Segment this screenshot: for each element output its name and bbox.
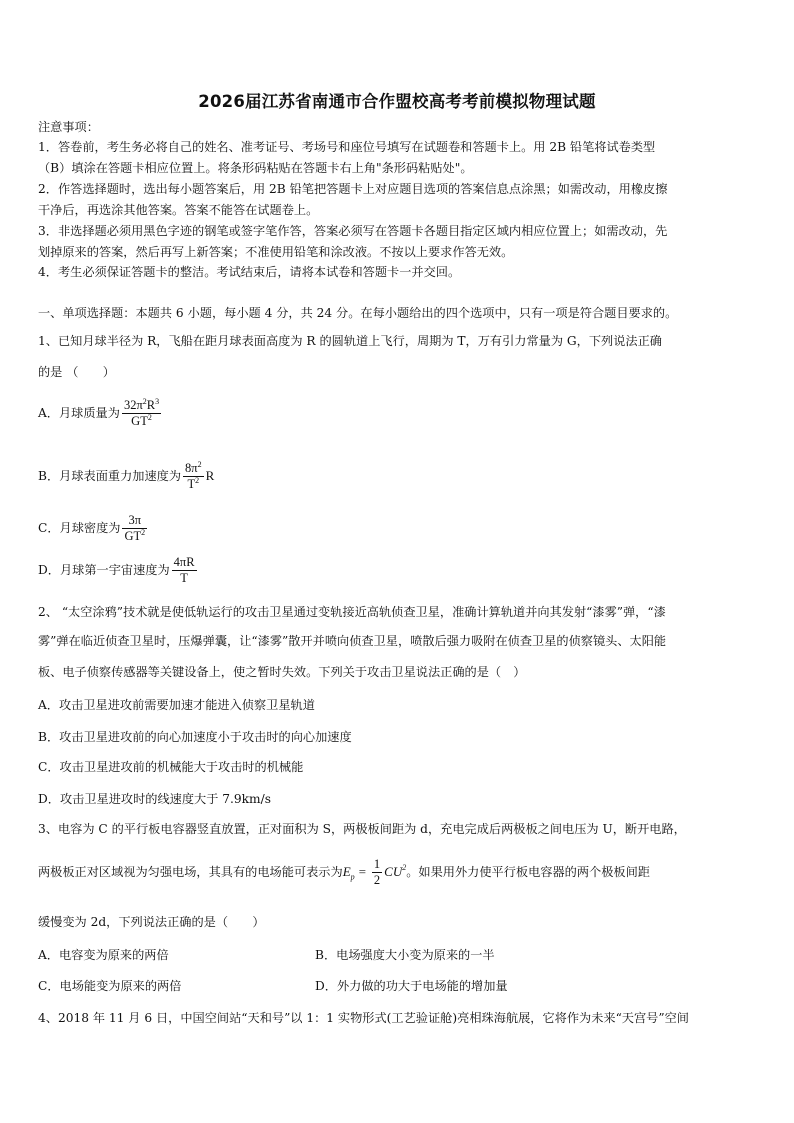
question-3-option-c: C．电场能变为原来的两倍 <box>38 979 182 993</box>
option-label: A．月球质量为 <box>38 406 120 420</box>
question-1-option-a <box>38 398 762 429</box>
notice-line: 干净后，再选涂其他答案。答案不能答在试题卷上。 <box>38 203 319 217</box>
fraction: $\frac{1}{2}$ <box>373 857 381 887</box>
notice-line: 3．非选择题必须用黑色字迹的钢笔或签字笔作答，答案必须写在答题卡各题目指定区域内相应位置上；如需改动，先 <box>38 224 668 238</box>
exam-title: 2026届江苏省南通市合作盟校高考考前模拟物理试题 <box>198 92 596 111</box>
question-3-option-a: A．电容变为原来的两倍 <box>38 948 169 962</box>
question-2-option-c: C．攻击卫星进攻前的机械能大于攻击时的机械能 <box>38 760 304 774</box>
question-3-stem-cont: 两极板正对区域视为匀强电场，其具有的电场能可表示为$E_p$ = $\frac{1}{2}$ $CU^2$。如果用外力使平行板电容器的两个极板间距 <box>38 857 650 887</box>
question-1-stem: 1、已知月球半径为 R，飞船在距月球表面高度为 R 的圆轨道上飞行，周期为 T，万有引力常量为 G，下列说法正确 <box>38 334 662 348</box>
question-2-stem-cont: 板、电子侦察传感器等关键设备上，使之暂时失效。下列关于攻击卫星说法正确的是（ ） <box>38 665 526 679</box>
question-3-stem: 3、电容为 C 的平行板电容器竖直放置，正对面积为 S，两极板间距为 d，充电完成后两极板之间电压为 U，断开电路， <box>38 822 686 836</box>
question-3-stem-cont: 缓慢变为 2d，下列说法正确的是（ ） <box>38 915 265 929</box>
question-4-stem: 4、2018 年 11 月 6 日，中国空间站“天和号”以 1：1 实物形式(工艺验证舱)亮相珠海航展，它将作为未来“天宫号”空间 <box>38 1011 689 1025</box>
question-1-option-d <box>38 555 762 586</box>
option-label: C．月球密度为 <box>38 521 121 535</box>
notice-line: 4．考生必须保证答题卡的整洁。考试结束后，请将本试卷和答题卡一并交回。 <box>38 265 461 279</box>
notice-line: （B）填涂在答题卡相应位置上。将条形码粘贴在答题卡右上角"条形码粘贴处"。 <box>38 161 473 175</box>
question-2-option-d: D．攻击卫星进攻时的线速度大于 7.9km/s <box>38 792 271 806</box>
question-3-option-d: D．外力做的功大于电场能的增加量 <box>315 979 508 993</box>
notice-line: 划掉原来的答案，然后再写上新答案；不准使用铅笔和涂改液。不按以上要求作答无效。 <box>38 245 514 259</box>
question-1-stem-cont: 的是 （ ） <box>38 365 115 379</box>
option-label: B．月球表面重力加速度为 <box>38 469 182 483</box>
notice-line: 1．答卷前，考生务必将自己的姓名、准考证号、考场号和座位号填写在试题卷和答题卡上。用 2B 铅笔将试卷类型 <box>38 140 656 154</box>
option-label: D．月球第一宇宙速度为 <box>38 563 170 577</box>
fraction: $\frac{4\pi R}{T}$ <box>173 555 195 585</box>
formula: $E_p$ = <box>342 864 370 882</box>
fraction: $\frac{32\pi^2R^3}{GT^2}$ <box>123 397 160 428</box>
notice-line: 2．作答选择题时，选出每小题答案后，用 2B 铅笔把答题卡上对应题目选项的答案信息点涂黑；如需改动，用橡皮擦 <box>38 182 668 196</box>
fraction: $\frac{8\pi^2}{T^2}$ <box>185 460 202 491</box>
section-heading: 一、单项选择题：本题共 6 小题，每小题 4 分，共 24 分。在每小题给出的四个选项中，只有一项是符合题目要求的。 <box>38 306 678 320</box>
question-1-option-b: B．月球表面重力加速度为 $\frac{8\pi^2}{T^2}$ R <box>38 460 215 491</box>
question-3-option-b: B．电场强度大小变为原来的一半 <box>315 948 495 962</box>
fraction: $\frac{3\pi}{GT^2}$ <box>124 513 146 543</box>
notice-heading: 注意事项： <box>38 120 99 134</box>
question-2-option-b: B．攻击卫星进攻前的向心加速度小于攻击时的向心加速度 <box>38 730 352 744</box>
question-2-stem: 2、 “太空涂鸦”技术就是使低轨运行的攻击卫星通过变轨接近高轨侦查卫星，准确计算轨道并向其发射“漆雾”弹，“漆 <box>38 605 666 619</box>
question-2-option-a: A．攻击卫星进攻前需要加速才能进入侦察卫星轨道 <box>38 698 315 712</box>
question-1-option-c <box>38 513 762 544</box>
question-2-stem-cont: 雾”弹在临近侦查卫星时，压爆弹囊，让“漆雾”散开并喷向侦查卫星，喷散后强力吸附在侦查卫星的侦察镜头、太阳能 <box>38 634 667 648</box>
